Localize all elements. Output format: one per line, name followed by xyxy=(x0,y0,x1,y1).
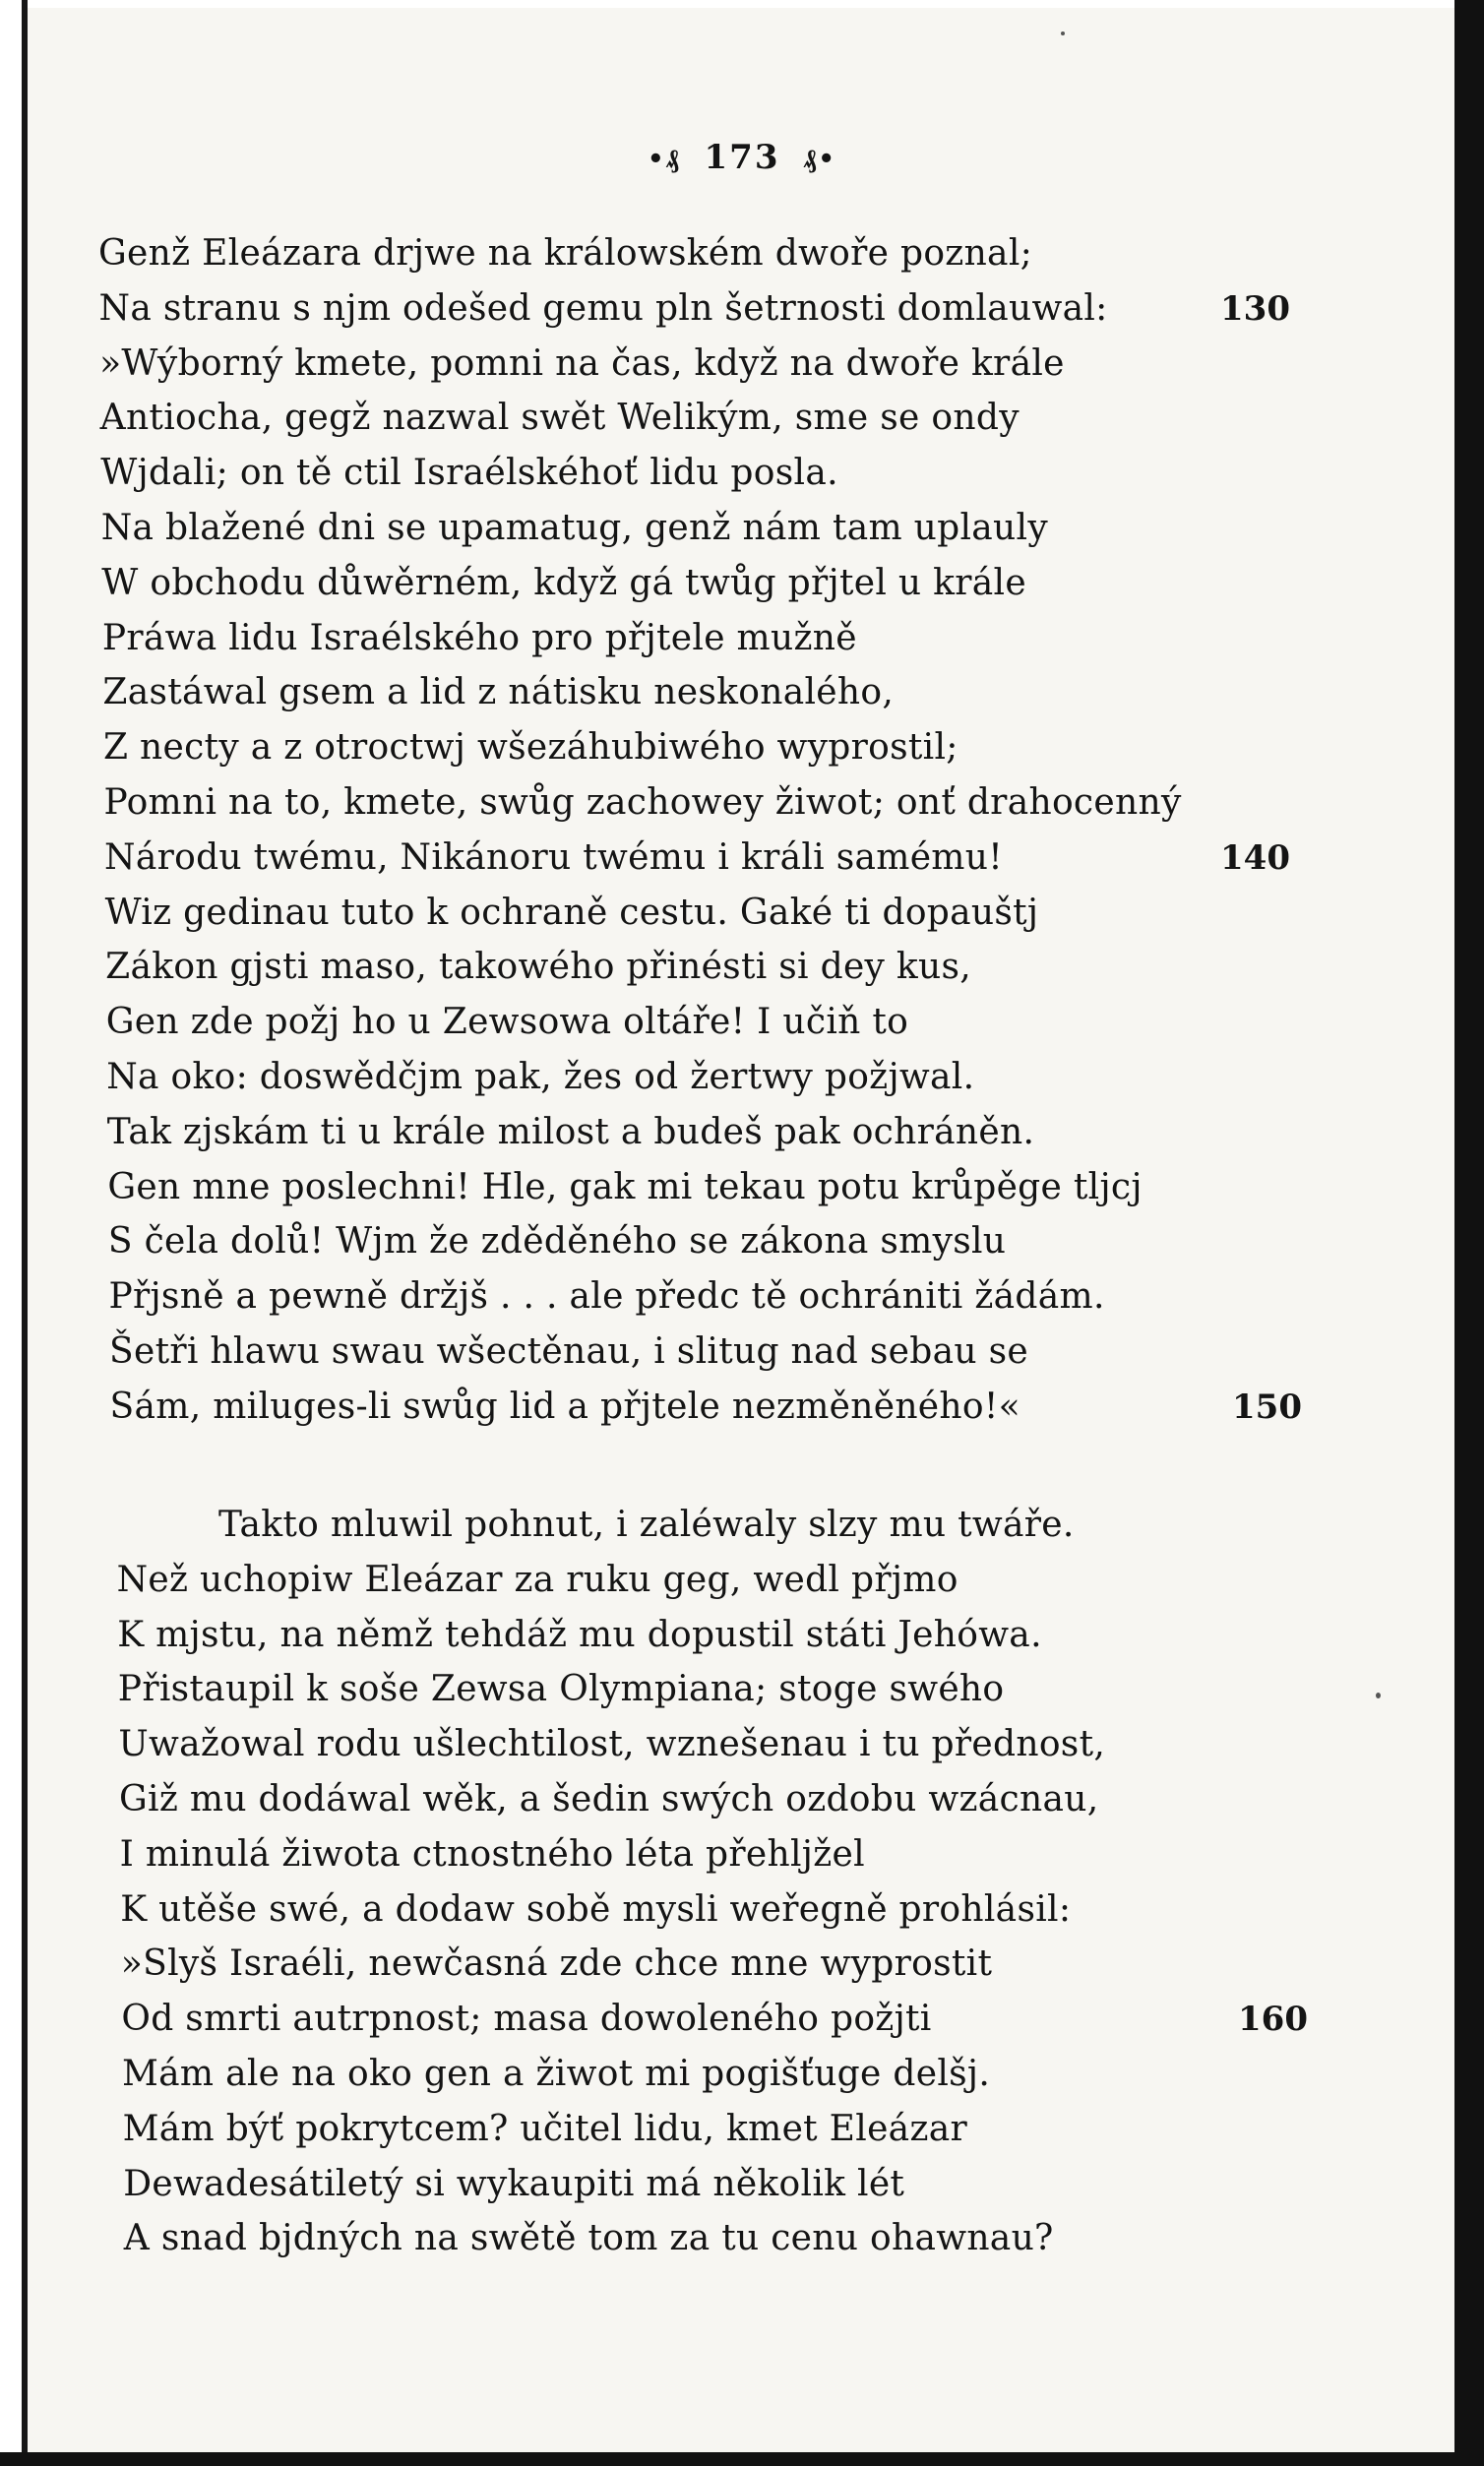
header-ornament-right: ₰• xyxy=(803,145,836,174)
text-line xyxy=(0,886,1484,941)
text-line xyxy=(0,995,1484,1050)
scan-speck xyxy=(1376,1693,1381,1698)
line-number: 160 xyxy=(1238,2000,1308,2040)
line-text: »Slyš Israéli, newčasná zde chce mne wyprostit xyxy=(120,1943,993,1985)
top-page-edge xyxy=(28,0,1454,8)
text-line xyxy=(0,2102,1484,2157)
scan-speck xyxy=(1061,31,1065,35)
line-text: W obchodu důwěrném, když gá twůg přjtel u krále xyxy=(101,562,1026,603)
line-text: Z necty a z otroctwj wšezáhubiwého wyprostil; xyxy=(102,727,958,769)
text-line xyxy=(0,1772,1484,1827)
line-text: A snad bjdných na swětě tom za tu cenu ohawnau? xyxy=(123,2218,1054,2259)
header-ornament-left: •₰ xyxy=(648,145,681,174)
line-text: Než uchopiw Eleázar za ruku geg, wedl přjmo xyxy=(116,1559,958,1600)
bottom-scan-border xyxy=(0,2452,1484,2466)
line-text: Mám býť pokrytcem? učitel lidu, kmet Eleázar xyxy=(122,2108,967,2149)
text-line xyxy=(0,1214,1484,1269)
text-line xyxy=(0,446,1484,501)
text-line xyxy=(0,1827,1484,1882)
text-line xyxy=(0,1992,1484,2047)
text-line xyxy=(0,1662,1484,1717)
line-text: K mjstu, na němž tehdáž mu dopustil státi Jehówa. xyxy=(117,1614,1042,1655)
line-text: Šetři hlawu swau wšectěnau, i slitug nad sebau se xyxy=(109,1331,1028,1372)
text-line xyxy=(0,281,1484,337)
text-line xyxy=(0,1937,1484,1992)
text-line xyxy=(0,2211,1484,2266)
line-text: K utěše swé, a dodaw sobě mysli weřegně prohlásil: xyxy=(120,1888,1072,1930)
line-text: Antiocha, gegž nazwal swět Welikým, sme se ondy xyxy=(99,398,1020,439)
text-line xyxy=(0,940,1484,995)
line-text: Na stranu s njm odešed gemu pln šetrnosti domlauwal: xyxy=(98,287,1108,329)
line-text: Od smrti autrpnost; masa dowoleného požjti xyxy=(121,1999,932,2040)
line-text: Pomni na to, kmete, swůg zachowey žiwot; onť drahocenný xyxy=(103,782,1182,823)
text-line xyxy=(0,1882,1484,1938)
line-text: Mám ale na oko gen a žiwot mi pogišťuge delšj. xyxy=(122,2054,991,2094)
line-text: I minulá žiwota ctnostného léta přehljžel xyxy=(119,1833,865,1875)
line-text: Genž Eleázara drjwe na králowském dwoře poznal; xyxy=(98,233,1033,274)
text-line xyxy=(0,1105,1484,1160)
text-line xyxy=(0,831,1484,886)
line-text: Zastáwal gsem a lid z nátisku neskonalého, xyxy=(102,672,895,713)
text-line xyxy=(0,1553,1484,1608)
line-text: Wjdali; on tě ctil Israélskéhoť lidu posla. xyxy=(100,453,838,494)
line-text: Zákon gjsti maso, takowého přinésti si dey kus, xyxy=(105,947,972,988)
line-text: Na blažené dni se upamatug, genž nám tam uplauly xyxy=(100,508,1048,548)
line-text: Giž mu dodáwal wěk, a šedin swých ozdobu wzácnau, xyxy=(119,1779,1099,1819)
line-number: 140 xyxy=(1220,837,1290,878)
line-text: Takto mluwil pohnut, i zaléwaly slzy mu twáře. xyxy=(218,1505,1075,1545)
text-line xyxy=(0,665,1484,720)
text-line xyxy=(0,1269,1484,1325)
line-text: Gen zde požj ho u Zewsowa oltáře! I učiň to xyxy=(105,1002,909,1043)
page-header xyxy=(0,138,1484,177)
line-number: 150 xyxy=(1232,1387,1302,1427)
line-text: Tak zjskám ti u krále milost a budeš pak ochráněn. xyxy=(106,1111,1035,1152)
line-text: Dewadesátiletý si wykaupiti má několik lét xyxy=(123,2163,905,2204)
text-line xyxy=(0,1498,1484,1553)
text-line xyxy=(0,1608,1484,1663)
text-line xyxy=(0,226,1484,281)
text-line xyxy=(0,720,1484,775)
text-line xyxy=(0,1717,1484,1772)
text-line xyxy=(0,1325,1484,1380)
line-text: Wiz gedinau tuto k ochraně cestu. Gaké ti dopauštj xyxy=(104,892,1039,933)
line-text: Přistaupil k soše Zewsa Olympiana; stoge swého xyxy=(117,1669,1005,1710)
text-line xyxy=(0,611,1484,666)
line-text: Uwažowal rodu ušlechtilost, wznešenau i tu přednost, xyxy=(118,1724,1106,1765)
text-line xyxy=(0,1050,1484,1105)
text-line xyxy=(0,775,1484,831)
text-line xyxy=(0,556,1484,611)
line-text: Gen mne poslechni! Hle, gak mi tekau potu krůpěge tljcj xyxy=(107,1166,1143,1207)
line-text: Sám, miluges-li swůg lid a přjtele nezměněného!« xyxy=(109,1386,1020,1427)
text-line xyxy=(0,1380,1484,1435)
text-line xyxy=(0,337,1484,392)
line-number: 130 xyxy=(1220,288,1290,329)
line-text: Přjsně a pewně držjš . . . ale předc tě ochrániti žádám. xyxy=(108,1276,1105,1318)
text-line xyxy=(0,2047,1484,2102)
text-line xyxy=(0,2157,1484,2212)
line-text: Na oko: doswědčjm pak, žes od žertwy požjwal. xyxy=(106,1057,975,1097)
page-number: 173 xyxy=(704,138,780,177)
text-line xyxy=(0,1160,1484,1215)
line-text: Národu twému, Nikánoru twému i králi samému! xyxy=(104,836,1003,878)
text-line xyxy=(0,501,1484,556)
line-text: »Wýborný kmete, pomni na čas, když na dwoře krále xyxy=(99,342,1065,384)
text-line xyxy=(0,391,1484,446)
line-text: S čela dolů! Wjm že zděděného se zákona smyslu xyxy=(107,1221,1007,1263)
line-text: Práwa lidu Israélského pro přjtele mužně xyxy=(101,617,857,658)
